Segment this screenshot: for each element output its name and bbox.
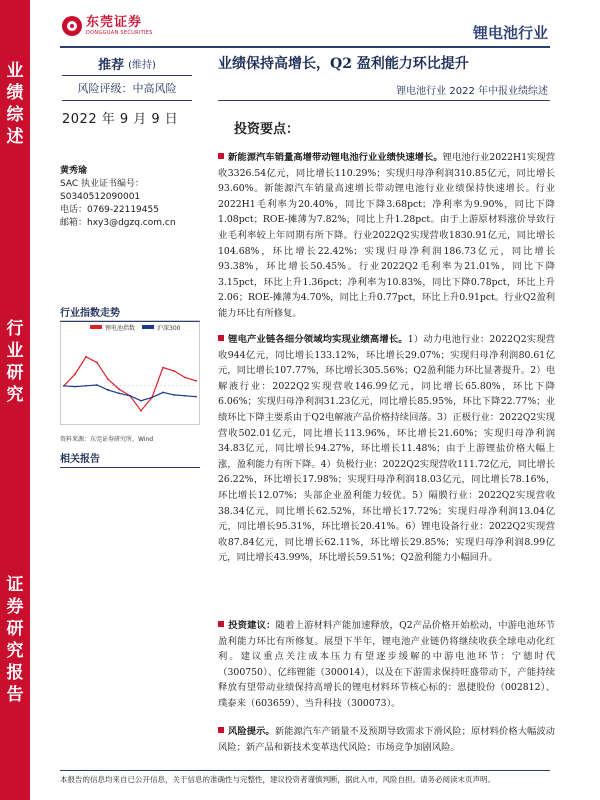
series-1-point [195, 380, 197, 382]
series-2-point [195, 396, 197, 398]
point-lead: 投资建议： [228, 620, 276, 631]
series-1-point [173, 370, 175, 372]
point-paragraph-4 [218, 724, 555, 755]
strip-label-report: 证 券 研 究 报 告 [6, 575, 24, 705]
brand-logo [62, 16, 153, 36]
series-2-point [96, 384, 98, 386]
series-1-point [184, 377, 186, 379]
rating-row [62, 52, 192, 76]
strip-label-industry: 行 业 研 究 [6, 319, 24, 405]
series-2-point [173, 394, 175, 396]
series-1-point [107, 378, 109, 380]
report-header [0, 0, 600, 52]
risk-rating: 风险评级：中高风险 [77, 82, 177, 95]
series-1-point [118, 388, 120, 390]
point-body: 1）动力电池行业：2022Q2实现营收944亿元，同比增长133.12%，环比增长29.07%；实现归母净利润80.61亿元，同比增长107.77%，环比增长305.56%；Q2盈利能力环比显著提升。2）电解液行业：2022Q2实现营收146.99亿元，同比增长65.80%，环比下降6.06%；实现归母净利润31.23亿元，同比增长85.95%，环比下降22.77%；业绩环比下降主要系由于Q2电解液产品价格持续回落。3）正极行业：2022Q2实现营收502.01亿元，同比增长113.96%，环比增长21.60%；实现归母净利润34.83亿元，同比增长94.27%，环比增长11.48%；由于上游锂盐价格大幅上涨，盈利能力有所下降。4）负极行业：2022Q2实现营收111.72亿元，同比增长26.22%，环比增长17.98%；实现归母净利润18.03亿元，同比增长78.16%，环比增长12.07%；头部企业盈利能力较优。5）隔膜行业：2022Q2实现营收38.34亿元，同比增长62.52%，环比增长17.72%；实现归母净利润13.04亿元，同比增长95.31%，环比增长20.41%。6）锂电设备行业：2022Q2实现营收87.84亿元，同比增长62.11%，环比增长29.85%；实现归母净利润8.99亿元，同比增长43.99%，环比增长59.51%；Q2盈利能力小幅回升。 [218, 334, 555, 564]
series-1-point [162, 367, 164, 369]
header-divider [60, 46, 550, 48]
series-2-point [184, 395, 186, 397]
point-body: 锂电池行业2022H1实现营收3326.54亿元，同比增长110.29%；实现归母净利润310.85亿元，同比增长93.60%。新能源汽车销量高速增长带动锂电池行业业绩保持快速增长。行业2022H1毛利率为20.40%，同比下降3.68pct；净利率为9.90%，同比下降1.08pct；ROE-摊薄为7.82%，同比上升1.28pct。由于上游原材料涨价导致行业毛利率较上年同期有所下降。行业2022Q2实现营收1830.91亿元，同比增长104.68%，环比增长22.42%；实现归母净利润186.73亿元，同比增长93.38%，环比增长50.45%。行业2022Q2毛利率为21.01%，同比下降3.15pct，环比上升1.36pct；净利率为10.83%，同比下降0.78pct，环比上升2.06；ROE-摊薄为4.70%，同比上升0.77pct，环比上升0.91pct。行业Q2盈利能力环比有所修复。 [218, 152, 555, 319]
bullet-icon [218, 621, 224, 627]
rating-label: 推荐 [98, 58, 125, 73]
legend-label-1: 锂电池指数 [105, 325, 136, 332]
index-trend-chart [60, 320, 200, 425]
analyst-name: 黄秀瑜 [60, 166, 88, 176]
right-divider [218, 100, 550, 101]
series-1-point [85, 356, 87, 358]
brand-emblem-icon [62, 16, 82, 36]
key-points-heading: 投资要点： [234, 122, 300, 137]
point-body: 随着上游材料产能加速释放，Q2产品价格开始松动，中游电池环节盈利能力环比有所修复。展望下半年，锂电池产业链仍将继续收获全球电动化红利。建议重点关注成本压力有望逐步缓解的中游电池环节：宁德时代（300750）、亿纬锂能（300014），以及在下游需求保持旺盛带动下，产能持续释放有望带动业绩保持高增长的锂电材料环节核心标的：恩捷股份（002812）、璞泰来（603659）、当升科技（300073）。 [218, 620, 555, 709]
footer-divider [60, 770, 550, 771]
series-1-point [140, 410, 142, 412]
trend-heading: 行业指数走势 [60, 304, 200, 322]
report-title: 业绩保持高增长，Q2 盈利能力环比提升 [218, 56, 469, 72]
side-strip [0, 0, 30, 800]
brand-name-en: DONGGUAN SECURITIES [86, 30, 153, 36]
point-paragraph-2 [218, 332, 555, 566]
point-lead: 新能源汽车销量高增带动锂电池行业业绩快速增长。 [228, 152, 443, 163]
analyst-sac-number: S0340512090001 [60, 192, 141, 202]
related-heading: 相关报告 [60, 450, 200, 468]
series-line-2 [64, 385, 196, 401]
bullet-icon [218, 335, 224, 341]
point-lead: 风险提示。 [228, 726, 275, 737]
series-2-point [140, 400, 142, 402]
bullet-icon [218, 727, 224, 733]
series-2-point [85, 385, 87, 387]
analyst-email[interactable]: 邮箱：hxy3@dgzq.com.cn [60, 218, 176, 228]
point-paragraph-3 [218, 618, 555, 712]
brand-name: 东莞证券 [86, 15, 143, 30]
report-date: 2022 年 9 月 9 日 [62, 112, 179, 127]
series-2-point [74, 386, 76, 388]
chart-frame [61, 321, 200, 425]
point-lead: 锂电产业链各细分领域均实现业绩高增长。 [228, 334, 408, 345]
chart-source: 资料来源：东莞证券研究所，Wind [60, 436, 154, 443]
analyst-phone: 电话：0769-22119455 [60, 205, 159, 215]
series-1-point [74, 373, 76, 375]
legend-swatch-2 [142, 325, 154, 329]
point-paragraph-1 [218, 150, 555, 322]
rating-sub: (维持) [128, 60, 156, 71]
analyst-sac-label: SAC 执业证书编号： [60, 179, 145, 189]
series-2-point [118, 392, 120, 394]
series-line-1 [64, 357, 196, 411]
trend-chart-svg [60, 320, 200, 425]
strip-label-summary: 业 绩 综 述 [6, 61, 24, 147]
point-body: 新能源汽车产销量不及预期导致需求下滑风险；原材料价格大幅波动风险；新产品和新技术变革迭代风险；市场竞争加剧风险。 [218, 726, 555, 753]
series-2-point [129, 395, 131, 397]
footer-disclaimer: 本报告的信息均来自已公开信息，关于信息的准确性与完整性，建议投资者谨慎判断，据此入市，风险自担。请务必阅读末页声明。 [60, 775, 495, 784]
analyst-info [60, 165, 200, 230]
industry-title: 锂电池行业 [472, 24, 548, 42]
series-2-point [162, 392, 164, 394]
series-1-point [96, 362, 98, 364]
report-subtitle: 锂电池行业 2022 年中报业绩综述 [396, 86, 548, 97]
series-2-point [63, 385, 65, 387]
series-2-point [151, 397, 153, 399]
bullet-icon [218, 153, 224, 159]
legend-label-2: 沪深300 [157, 325, 181, 332]
legend-swatch-1 [90, 325, 102, 329]
series-2-point [107, 389, 109, 391]
left-divider [62, 100, 192, 101]
